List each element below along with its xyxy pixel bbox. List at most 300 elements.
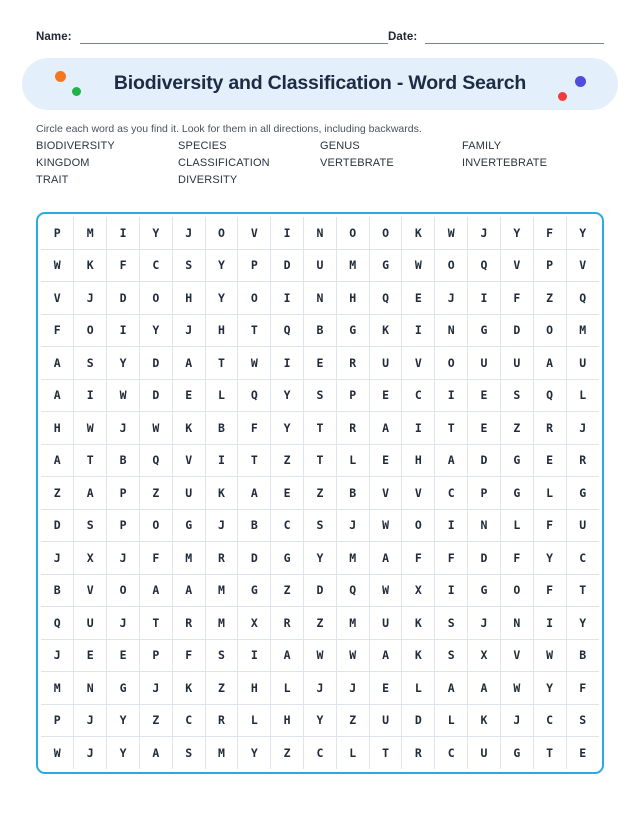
grid-cell[interactable]: J: [107, 412, 140, 445]
grid-cell[interactable]: X: [74, 542, 107, 575]
grid-cell[interactable]: V: [74, 574, 107, 607]
grid-cell[interactable]: Z: [271, 444, 304, 477]
grid-cell[interactable]: C: [533, 704, 566, 737]
grid-cell[interactable]: C: [139, 249, 172, 282]
grid-cell[interactable]: F: [533, 574, 566, 607]
grid-cell[interactable]: U: [566, 509, 599, 542]
grid-cell[interactable]: R: [205, 704, 238, 737]
grid-cell[interactable]: Y: [139, 217, 172, 249]
grid-cell[interactable]: D: [271, 249, 304, 282]
grid-cell[interactable]: Q: [369, 282, 402, 315]
grid-cell[interactable]: I: [271, 282, 304, 315]
grid-cell[interactable]: Y: [107, 347, 140, 380]
word-list-item[interactable]: VERTEBRATE: [320, 157, 394, 170]
grid-cell[interactable]: G: [566, 477, 599, 510]
grid-cell[interactable]: P: [336, 379, 369, 412]
grid-cell[interactable]: O: [435, 249, 468, 282]
grid-cell[interactable]: G: [500, 477, 533, 510]
grid-cell[interactable]: N: [74, 672, 107, 705]
grid-cell[interactable]: O: [139, 282, 172, 315]
word-list-item[interactable]: KINGDOM: [36, 157, 90, 170]
grid-cell[interactable]: V: [402, 347, 435, 380]
grid-cell[interactable]: G: [500, 737, 533, 769]
grid-cell[interactable]: L: [238, 704, 271, 737]
grid-cell[interactable]: T: [304, 444, 337, 477]
grid-cell[interactable]: H: [336, 282, 369, 315]
grid-cell[interactable]: D: [139, 347, 172, 380]
grid-cell[interactable]: V: [500, 249, 533, 282]
grid-cell[interactable]: T: [238, 444, 271, 477]
grid-cell[interactable]: I: [107, 314, 140, 347]
grid-cell[interactable]: Z: [205, 672, 238, 705]
grid-cell[interactable]: N: [304, 282, 337, 315]
grid-cell[interactable]: L: [402, 672, 435, 705]
grid-cell[interactable]: T: [533, 737, 566, 769]
grid-cell[interactable]: K: [402, 639, 435, 672]
grid-cell[interactable]: Q: [566, 282, 599, 315]
grid-cell[interactable]: E: [369, 672, 402, 705]
grid-cell[interactable]: J: [172, 314, 205, 347]
grid-cell[interactable]: J: [336, 672, 369, 705]
grid-cell[interactable]: B: [304, 314, 337, 347]
grid-cell[interactable]: Z: [271, 574, 304, 607]
grid-cell[interactable]: D: [139, 379, 172, 412]
grid-cell[interactable]: K: [468, 704, 501, 737]
grid-cell[interactable]: V: [566, 249, 599, 282]
grid-cell[interactable]: O: [336, 217, 369, 249]
grid-cell[interactable]: E: [468, 379, 501, 412]
grid-cell[interactable]: Y: [304, 542, 337, 575]
grid-cell[interactable]: W: [304, 639, 337, 672]
grid-cell[interactable]: U: [369, 704, 402, 737]
grid-cell[interactable]: Y: [566, 607, 599, 640]
grid-cell[interactable]: Q: [271, 314, 304, 347]
grid-cell[interactable]: M: [336, 607, 369, 640]
grid-cell[interactable]: S: [435, 639, 468, 672]
grid-cell[interactable]: V: [369, 477, 402, 510]
grid-cell[interactable]: Q: [238, 379, 271, 412]
grid-cell[interactable]: T: [435, 412, 468, 445]
grid-cell[interactable]: W: [369, 574, 402, 607]
grid-cell[interactable]: G: [468, 314, 501, 347]
grid-cell[interactable]: R: [205, 542, 238, 575]
grid-cell[interactable]: X: [468, 639, 501, 672]
grid-cell[interactable]: Y: [107, 737, 140, 769]
grid-cell[interactable]: A: [172, 574, 205, 607]
grid-cell[interactable]: K: [172, 412, 205, 445]
grid-cell[interactable]: C: [435, 737, 468, 769]
grid-cell[interactable]: Y: [304, 704, 337, 737]
grid-cell[interactable]: Y: [533, 672, 566, 705]
word-list-item[interactable]: GENUS: [320, 140, 360, 153]
grid-cell[interactable]: D: [500, 314, 533, 347]
grid-cell[interactable]: R: [566, 444, 599, 477]
grid-cell[interactable]: E: [172, 379, 205, 412]
grid-cell[interactable]: I: [74, 379, 107, 412]
word-list-item[interactable]: TRAIT: [36, 174, 69, 187]
grid-cell[interactable]: W: [41, 737, 74, 769]
grid-cell[interactable]: G: [107, 672, 140, 705]
grid-cell[interactable]: U: [369, 347, 402, 380]
grid-cell[interactable]: F: [500, 282, 533, 315]
grid-cell[interactable]: Y: [271, 379, 304, 412]
grid-cell[interactable]: V: [500, 639, 533, 672]
grid-cell[interactable]: I: [435, 379, 468, 412]
grid-cell[interactable]: S: [205, 639, 238, 672]
grid-cell[interactable]: J: [468, 607, 501, 640]
grid-cell[interactable]: A: [533, 347, 566, 380]
grid-cell[interactable]: U: [500, 347, 533, 380]
grid-cell[interactable]: J: [304, 672, 337, 705]
grid-cell[interactable]: M: [205, 607, 238, 640]
grid-cell[interactable]: A: [369, 639, 402, 672]
grid-cell[interactable]: O: [500, 574, 533, 607]
grid-cell[interactable]: S: [304, 509, 337, 542]
word-list-item[interactable]: CLASSIFICATION: [178, 157, 270, 170]
grid-cell[interactable]: J: [500, 704, 533, 737]
grid-cell[interactable]: V: [41, 282, 74, 315]
grid-cell[interactable]: O: [107, 574, 140, 607]
grid-cell[interactable]: E: [74, 639, 107, 672]
grid-cell[interactable]: S: [172, 249, 205, 282]
grid-cell[interactable]: N: [468, 509, 501, 542]
grid-cell[interactable]: C: [304, 737, 337, 769]
grid-cell[interactable]: A: [139, 737, 172, 769]
grid-cell[interactable]: Q: [468, 249, 501, 282]
grid-cell[interactable]: T: [238, 314, 271, 347]
grid-cell[interactable]: J: [74, 704, 107, 737]
grid-cell[interactable]: T: [205, 347, 238, 380]
grid-cell[interactable]: A: [435, 672, 468, 705]
grid-cell[interactable]: C: [172, 704, 205, 737]
grid-cell[interactable]: W: [107, 379, 140, 412]
grid-cell[interactable]: T: [74, 444, 107, 477]
grid-cell[interactable]: S: [172, 737, 205, 769]
grid-cell[interactable]: K: [205, 477, 238, 510]
grid-cell[interactable]: D: [238, 542, 271, 575]
grid-cell[interactable]: H: [238, 672, 271, 705]
grid-cell[interactable]: O: [205, 217, 238, 249]
grid-cell[interactable]: W: [500, 672, 533, 705]
grid-cell[interactable]: H: [41, 412, 74, 445]
grid-cell[interactable]: Q: [41, 607, 74, 640]
grid-cell[interactable]: O: [435, 347, 468, 380]
grid-cell[interactable]: Y: [271, 412, 304, 445]
grid-cell[interactable]: I: [271, 217, 304, 249]
grid-cell[interactable]: K: [172, 672, 205, 705]
grid-cell[interactable]: L: [205, 379, 238, 412]
grid-cell[interactable]: Y: [205, 249, 238, 282]
grid-cell[interactable]: I: [402, 412, 435, 445]
grid-cell[interactable]: S: [566, 704, 599, 737]
grid-cell[interactable]: M: [336, 542, 369, 575]
grid-cell[interactable]: I: [402, 314, 435, 347]
grid-cell[interactable]: J: [41, 639, 74, 672]
grid-cell[interactable]: D: [468, 542, 501, 575]
grid-cell[interactable]: Z: [139, 704, 172, 737]
grid-cell[interactable]: L: [435, 704, 468, 737]
grid-cell[interactable]: K: [402, 217, 435, 249]
grid-cell[interactable]: W: [74, 412, 107, 445]
grid-cell[interactable]: S: [435, 607, 468, 640]
grid-cell[interactable]: Q: [139, 444, 172, 477]
grid-cell[interactable]: J: [74, 737, 107, 769]
grid-cell[interactable]: A: [74, 477, 107, 510]
grid-cell[interactable]: Y: [533, 542, 566, 575]
grid-cell[interactable]: Z: [271, 737, 304, 769]
grid-cell[interactable]: D: [41, 509, 74, 542]
grid-cell[interactable]: W: [402, 249, 435, 282]
grid-cell[interactable]: E: [402, 282, 435, 315]
grid-cell[interactable]: A: [369, 542, 402, 575]
grid-cell[interactable]: J: [74, 282, 107, 315]
grid-cell[interactable]: Z: [304, 607, 337, 640]
grid-cell[interactable]: P: [533, 249, 566, 282]
grid-cell[interactable]: T: [304, 412, 337, 445]
grid-cell[interactable]: C: [402, 379, 435, 412]
name-write-line[interactable]: [80, 30, 388, 44]
grid-cell[interactable]: G: [500, 444, 533, 477]
grid-cell[interactable]: L: [336, 737, 369, 769]
grid-cell[interactable]: P: [41, 704, 74, 737]
grid-cell[interactable]: Y: [238, 737, 271, 769]
grid-cell[interactable]: Y: [205, 282, 238, 315]
grid-cell[interactable]: T: [139, 607, 172, 640]
grid-cell[interactable]: N: [435, 314, 468, 347]
grid-cell[interactable]: C: [435, 477, 468, 510]
word-search-grid[interactable]: [41, 217, 599, 769]
grid-cell[interactable]: C: [271, 509, 304, 542]
word-list-item[interactable]: FAMILY: [462, 140, 502, 153]
grid-cell[interactable]: E: [107, 639, 140, 672]
grid-cell[interactable]: G: [369, 249, 402, 282]
grid-cell[interactable]: L: [500, 509, 533, 542]
grid-cell[interactable]: J: [566, 412, 599, 445]
grid-cell[interactable]: D: [304, 574, 337, 607]
grid-cell[interactable]: P: [107, 477, 140, 510]
word-list-item[interactable]: DIVERSITY: [178, 174, 238, 187]
grid-cell[interactable]: Z: [304, 477, 337, 510]
grid-cell[interactable]: P: [107, 509, 140, 542]
grid-cell[interactable]: U: [304, 249, 337, 282]
grid-cell[interactable]: O: [402, 509, 435, 542]
grid-cell[interactable]: B: [238, 509, 271, 542]
grid-cell[interactable]: G: [238, 574, 271, 607]
grid-cell[interactable]: M: [336, 249, 369, 282]
grid-cell[interactable]: O: [369, 217, 402, 249]
grid-cell[interactable]: I: [271, 347, 304, 380]
grid-cell[interactable]: D: [402, 704, 435, 737]
grid-cell[interactable]: N: [304, 217, 337, 249]
grid-cell[interactable]: Y: [139, 314, 172, 347]
grid-cell[interactable]: U: [566, 347, 599, 380]
grid-cell[interactable]: M: [566, 314, 599, 347]
grid-cell[interactable]: V: [402, 477, 435, 510]
grid-cell[interactable]: W: [336, 639, 369, 672]
grid-cell[interactable]: Z: [41, 477, 74, 510]
grid-cell[interactable]: R: [533, 412, 566, 445]
grid-cell[interactable]: X: [402, 574, 435, 607]
grid-cell[interactable]: F: [238, 412, 271, 445]
grid-cell[interactable]: E: [304, 347, 337, 380]
grid-cell[interactable]: U: [468, 347, 501, 380]
grid-cell[interactable]: P: [238, 249, 271, 282]
grid-cell[interactable]: I: [435, 574, 468, 607]
grid-cell[interactable]: E: [369, 379, 402, 412]
grid-cell[interactable]: G: [172, 509, 205, 542]
grid-cell[interactable]: W: [238, 347, 271, 380]
grid-cell[interactable]: W: [435, 217, 468, 249]
grid-cell[interactable]: X: [238, 607, 271, 640]
grid-cell[interactable]: B: [566, 639, 599, 672]
grid-cell[interactable]: W: [533, 639, 566, 672]
grid-cell[interactable]: T: [566, 574, 599, 607]
grid-cell[interactable]: Z: [139, 477, 172, 510]
grid-cell[interactable]: J: [107, 607, 140, 640]
grid-cell[interactable]: R: [271, 607, 304, 640]
grid-cell[interactable]: F: [500, 542, 533, 575]
grid-cell[interactable]: M: [74, 217, 107, 249]
grid-cell[interactable]: G: [336, 314, 369, 347]
grid-cell[interactable]: F: [566, 672, 599, 705]
grid-cell[interactable]: J: [139, 672, 172, 705]
grid-cell[interactable]: U: [172, 477, 205, 510]
grid-cell[interactable]: M: [172, 542, 205, 575]
grid-cell[interactable]: H: [172, 282, 205, 315]
grid-cell[interactable]: R: [336, 347, 369, 380]
grid-cell[interactable]: F: [402, 542, 435, 575]
grid-cell[interactable]: B: [336, 477, 369, 510]
grid-cell[interactable]: A: [41, 347, 74, 380]
grid-cell[interactable]: F: [41, 314, 74, 347]
grid-cell[interactable]: Z: [336, 704, 369, 737]
grid-cell[interactable]: K: [402, 607, 435, 640]
grid-cell[interactable]: P: [41, 217, 74, 249]
grid-cell[interactable]: Q: [533, 379, 566, 412]
grid-cell[interactable]: G: [271, 542, 304, 575]
grid-cell[interactable]: Z: [500, 412, 533, 445]
grid-cell[interactable]: O: [238, 282, 271, 315]
grid-cell[interactable]: U: [369, 607, 402, 640]
grid-cell[interactable]: F: [435, 542, 468, 575]
grid-cell[interactable]: I: [205, 444, 238, 477]
grid-cell[interactable]: D: [468, 444, 501, 477]
grid-cell[interactable]: J: [205, 509, 238, 542]
grid-cell[interactable]: M: [41, 672, 74, 705]
word-list-item[interactable]: SPECIES: [178, 140, 227, 153]
grid-cell[interactable]: E: [566, 737, 599, 769]
grid-cell[interactable]: M: [205, 574, 238, 607]
grid-cell[interactable]: H: [402, 444, 435, 477]
grid-cell[interactable]: E: [369, 444, 402, 477]
grid-cell[interactable]: A: [139, 574, 172, 607]
grid-cell[interactable]: J: [468, 217, 501, 249]
grid-cell[interactable]: A: [271, 639, 304, 672]
grid-cell[interactable]: S: [74, 509, 107, 542]
grid-cell[interactable]: J: [336, 509, 369, 542]
grid-cell[interactable]: O: [139, 509, 172, 542]
grid-cell[interactable]: R: [172, 607, 205, 640]
grid-cell[interactable]: A: [238, 477, 271, 510]
grid-cell[interactable]: O: [74, 314, 107, 347]
grid-cell[interactable]: F: [107, 249, 140, 282]
date-write-line[interactable]: [425, 30, 604, 44]
grid-cell[interactable]: C: [566, 542, 599, 575]
grid-cell[interactable]: S: [500, 379, 533, 412]
grid-cell[interactable]: Y: [500, 217, 533, 249]
grid-cell[interactable]: Y: [107, 704, 140, 737]
grid-cell[interactable]: K: [74, 249, 107, 282]
grid-cell[interactable]: A: [369, 412, 402, 445]
grid-cell[interactable]: I: [533, 607, 566, 640]
grid-cell[interactable]: H: [205, 314, 238, 347]
grid-cell[interactable]: B: [107, 444, 140, 477]
grid-cell[interactable]: F: [139, 542, 172, 575]
grid-cell[interactable]: P: [139, 639, 172, 672]
grid-cell[interactable]: V: [238, 217, 271, 249]
grid-cell[interactable]: A: [41, 444, 74, 477]
grid-cell[interactable]: I: [107, 217, 140, 249]
grid-cell[interactable]: U: [74, 607, 107, 640]
grid-cell[interactable]: Z: [533, 282, 566, 315]
grid-cell[interactable]: J: [172, 217, 205, 249]
grid-cell[interactable]: B: [205, 412, 238, 445]
grid-cell[interactable]: A: [41, 379, 74, 412]
grid-cell[interactable]: K: [369, 314, 402, 347]
grid-cell[interactable]: I: [435, 509, 468, 542]
grid-cell[interactable]: D: [107, 282, 140, 315]
grid-cell[interactable]: I: [468, 282, 501, 315]
grid-cell[interactable]: A: [468, 672, 501, 705]
grid-cell[interactable]: F: [533, 509, 566, 542]
grid-cell[interactable]: V: [172, 444, 205, 477]
grid-cell[interactable]: Q: [336, 574, 369, 607]
grid-cell[interactable]: N: [500, 607, 533, 640]
grid-cell[interactable]: F: [172, 639, 205, 672]
grid-cell[interactable]: S: [74, 347, 107, 380]
grid-cell[interactable]: R: [336, 412, 369, 445]
grid-cell[interactable]: W: [369, 509, 402, 542]
grid-cell[interactable]: I: [238, 639, 271, 672]
grid-cell[interactable]: T: [369, 737, 402, 769]
grid-cell[interactable]: Y: [566, 217, 599, 249]
grid-cell[interactable]: F: [533, 217, 566, 249]
grid-cell[interactable]: W: [139, 412, 172, 445]
word-list-item[interactable]: INVERTEBRATE: [462, 157, 548, 170]
grid-cell[interactable]: P: [468, 477, 501, 510]
grid-cell[interactable]: M: [205, 737, 238, 769]
grid-cell[interactable]: B: [41, 574, 74, 607]
grid-cell[interactable]: H: [271, 704, 304, 737]
grid-cell[interactable]: G: [468, 574, 501, 607]
grid-cell[interactable]: S: [304, 379, 337, 412]
grid-cell[interactable]: A: [435, 444, 468, 477]
grid-cell[interactable]: L: [566, 379, 599, 412]
grid-cell[interactable]: U: [468, 737, 501, 769]
grid-cell[interactable]: E: [271, 477, 304, 510]
word-list-item[interactable]: BIODIVERSITY: [36, 140, 115, 153]
grid-cell[interactable]: E: [533, 444, 566, 477]
grid-cell[interactable]: E: [468, 412, 501, 445]
grid-cell[interactable]: L: [271, 672, 304, 705]
grid-cell[interactable]: J: [107, 542, 140, 575]
grid-cell[interactable]: R: [402, 737, 435, 769]
grid-cell[interactable]: J: [41, 542, 74, 575]
grid-cell[interactable]: O: [533, 314, 566, 347]
grid-cell[interactable]: L: [336, 444, 369, 477]
grid-cell[interactable]: W: [41, 249, 74, 282]
grid-cell[interactable]: A: [172, 347, 205, 380]
